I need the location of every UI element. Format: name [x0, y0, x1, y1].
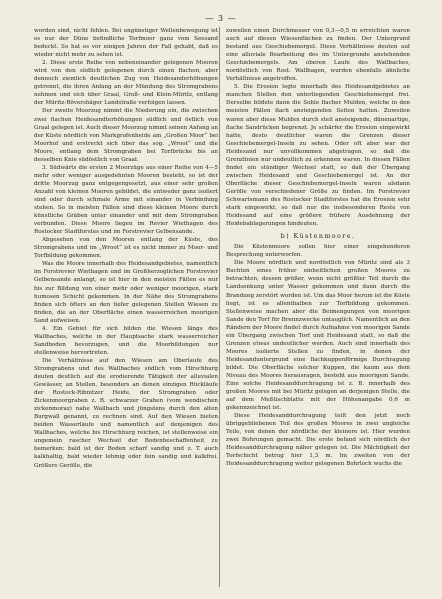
paragraph: worden sind, nicht fehlen. Bei ungünstiger Wellenbewegung ist es nur der Düne befindliche Torfmoor ganz vom Seesand bedeckt. So hat es vor einigen Jahren der Fall gehabt, daß es wieder nicht mehr zu sehen ist. — [34, 28, 218, 59]
paragraph: Die Moore nördlich und nordöstlich von Müritz sind als 3 Buchten eines früher einheitlichen großen Moores zu betrachten, dessen größer, wenn nicht größter Teil durch die Landsenkung unter Wasser gekommen und dann durch die Brandung zerstört worden ist. Um das Moor herum ist die Küste liegt, ist es allenthalben zur Torfbildung gekommen. Stellenweise machen aber die Beimengungen von moorigen Sande den Torf für Brennzwecke untauglich. Namentlich an den Rändern der Moore findet durch Aufnahme von moorigen Sande ein Übergang zwischen Torf und Heidesand statt, so daß die Grenzen etwas undeutlicher werden. Auch sind innerhalb des Moores isolierte Stellen zu finden, in denen der Heidesanduntergrund eine flachkuppenförmige Durchragung bildet. Die Oberfläche solcher Kuppen, die kaum aus dem Niveau des Moores herausragen, besteht aus moorigem Sande. Eine solche Heidesanddurchragung ist z. B. innerhalb des großen Moores mit bei Müritz gelegen an derjenigen Stelle, die auf dem Meßtischblatte mit der Höhenangabe 0,6 m gekennzeichnet ist. — [226, 260, 410, 412]
right-column — [226, 27, 410, 589]
paragraph: Die Küstenmoore sollen hier einer eingehenderen Besprechung unterworfen. — [226, 244, 410, 259]
paragraph: Diese Heidesanddurchragung teilt den jetzt noch übriggebliebenen Teil des großen Moores in zwei ungleiche Teile, von denen der nördliche der kleinere ist. Hier wurden zwei Bohrungen gemacht. Die erste befand sich nördlich der Heidesanddurchragung näher gelegen ist. Die Mächtigkeit der Torfschicht betrug hier 1,3 m. Im zweiten von der Heidesanddurchragung weiter gelegenen Bohrloch wuchs die — [226, 413, 410, 468]
paragraph: Die Verhältnisse auf den Wiesen am Oberlaufe des Stromgrabens und des Wallbaches südlich vom Hirschburg deuten deutlich auf die erodierende Tätigkeit der alluvialen Gewässer, an Stellen, besonders an denen einzigen Rückläufe der Rostock-Ribnitzer Heide, der Stromgraben oder Zickenmoorgraben z. B. schwarzer Graben (vom wendischen zickenmoraz) nahe Wallbach und jüngstens durch den alten Burgwall genannt, zu rechnen sind. Auf den Wiesen bieten beiden Wasserläufe und namentlich auf denjenigen des Wallbaches, welche bis Hirschburg reichen, ist stellenweise ein ungemein rascher Wechsel der Bodenbeschaffenheit zu bemerken; bald ist der Boden scharf sandig und z. T. auch kalkhaltig, bald wieder lehmig oder fein sandig und kalkfrei. Größere Gerölle, die — [34, 357, 218, 469]
paragraph: Der zweite Moorzug nimmt die Niederung ein, die zwischen zwei flachen Heidesandterhöhungen südlich und östlich von Graal gelegen ist. Auch dieser Moorzug nimmt seinen Anfang an der Küste nördlich von Markgrafenheide am „Großen Moor“ bei Moorhof und erstreckt sich über das sog. „Wroot“ und die Moore, entlang dem Stromgraben bei Torfbrücke bis an desselben Knie südöstlich von Graal. — [34, 108, 218, 163]
page-number: — 3 — — [205, 14, 237, 23]
paragraph: 4. Ein Gebiet für sich bilden die Wiesen längs des Wallbaches, welche in der Hauptsache stark wasserreicher Sandboden bevorzugen, und die Moorbildungen nur stellenweise hervortreten. — [34, 325, 218, 356]
paragraph: 3. Südwärts die ersten 2 Moorzüge aus einer Reihe von 4—5 mehr oder weniger ausgedehnten Mooren besteht, so ist der dritte Moorzug ganz entgegengesetzt, aus einer sehr großen Anzahl von kleinen Mooren gebildet, die entweder ganz isoliert sind oder durch schmale Arme mit einander in Verbindung stehen. So in meisten Fällen sind diese kleinen Moore durch künstliche Gräben unter einander und mit dem Stromgraben verbunden. Diese Moore liegen im Revier Wiethagen des Rostocker Stadtforstes und im Forstrevier Gelbensande. — [34, 164, 218, 236]
paragraph: Was die Moore innerhalb des Heidesandgebietes, namentlich im Forstrevier Wiethagen und im Großherzoglichen Forstrevier Gelbensande anlangt, so ist hier in den meisten Fällen es nur bis zur Bildung von einer mehr oder weniger moorigen, stark humosen Schicht gekommen. In der Nähe des Stromgrabens finden sich öfters an den tiefer gelegenen Stellen Wiesen zu finden, die an der Oberfläche einen wasserreichen moorigen Sand aufweisen. — [34, 261, 218, 324]
paragraph: Abgesehen von den Mooren entlang der Küste, des Stromgrabens und im „Wroot“ ist es nicht immer zu Moor- und Torfbildung gekommen. — [34, 237, 218, 260]
section-heading: b) Küstenmoore. — [280, 232, 356, 241]
paragraph: zuweilen einen Durchmesser von 0,3—0,5 m erreichten waren auch auf diesen Wiesenflächen zu finden. Der Untergrund bestand aus Geschiebemergel. Diese Verhältnisse deuten auf eine alluviale Bearbeitung des im Untergrunde anstehenden Geschiebemergels. Am oberen Laufe des Wallbaches, nordöstlich von Rost. Wallbagen, wurden ebenfalls ähnliche Verhältnisse angetroffen. — [226, 28, 410, 83]
column-divider — [219, 27, 220, 587]
left-column — [34, 27, 218, 589]
paragraph: 5. Die Erosion legte innerhalb des Heidesandgebietes an manchen Stellen den unterliegenden Geschiebemergel frei. Derselbe bildete dann die Sohle flacher Mulden, welche in den meisten Fällen flach ansteigenden Seiten hatten. Zuweilen waren aber diese Mulden durch steil ansteigende, dünenartige, flache Sandrücken begrenzt. Je schärfer die Erosion eingewirkt hatte, desto deutlicher waren die Grenzen dieser Geschiebemergel-Inseln zu sehen. Oder oft aber war der Heidesand nur unvollkommen abgetragen, so daß die Grenzlinien nur undeutlich zu erkennen waren. In diesen Fällen findet ein ständiger Wechsel statt, so daß der Übergang zwischen Heidesand und Geschiebemergel ist. An der Oberfläche dieser Geschiebemergel-Inseln waren alsdann Gerölle von verschiedener Größe zu finden. Im Forstrevier Schwartsmann des Rostocker Stadtforstes hat die Erosion sehr stark eingewirkt, so daß nur die insbesonderen Reste von Heidesand auf eine größere frühere Ausdehnung der Heidebablagerungen hindeuten. — [226, 84, 410, 228]
paragraph: 2. Diese erste Reihe von nebeneinander gelegenen Mooren wird von den südlich gelegenen durch einen flachen, aber dennoch ziemlich deutlichen Zug von Heidesanderhöhungen getrennt, die ihren Anfang an der Mündung des Stromgrabens nehmen und sich über Graal, Groß- und Klein-Müritz, entlang der Müritz-Rövershäger Landstraße verfolgen lassen. — [34, 60, 218, 107]
